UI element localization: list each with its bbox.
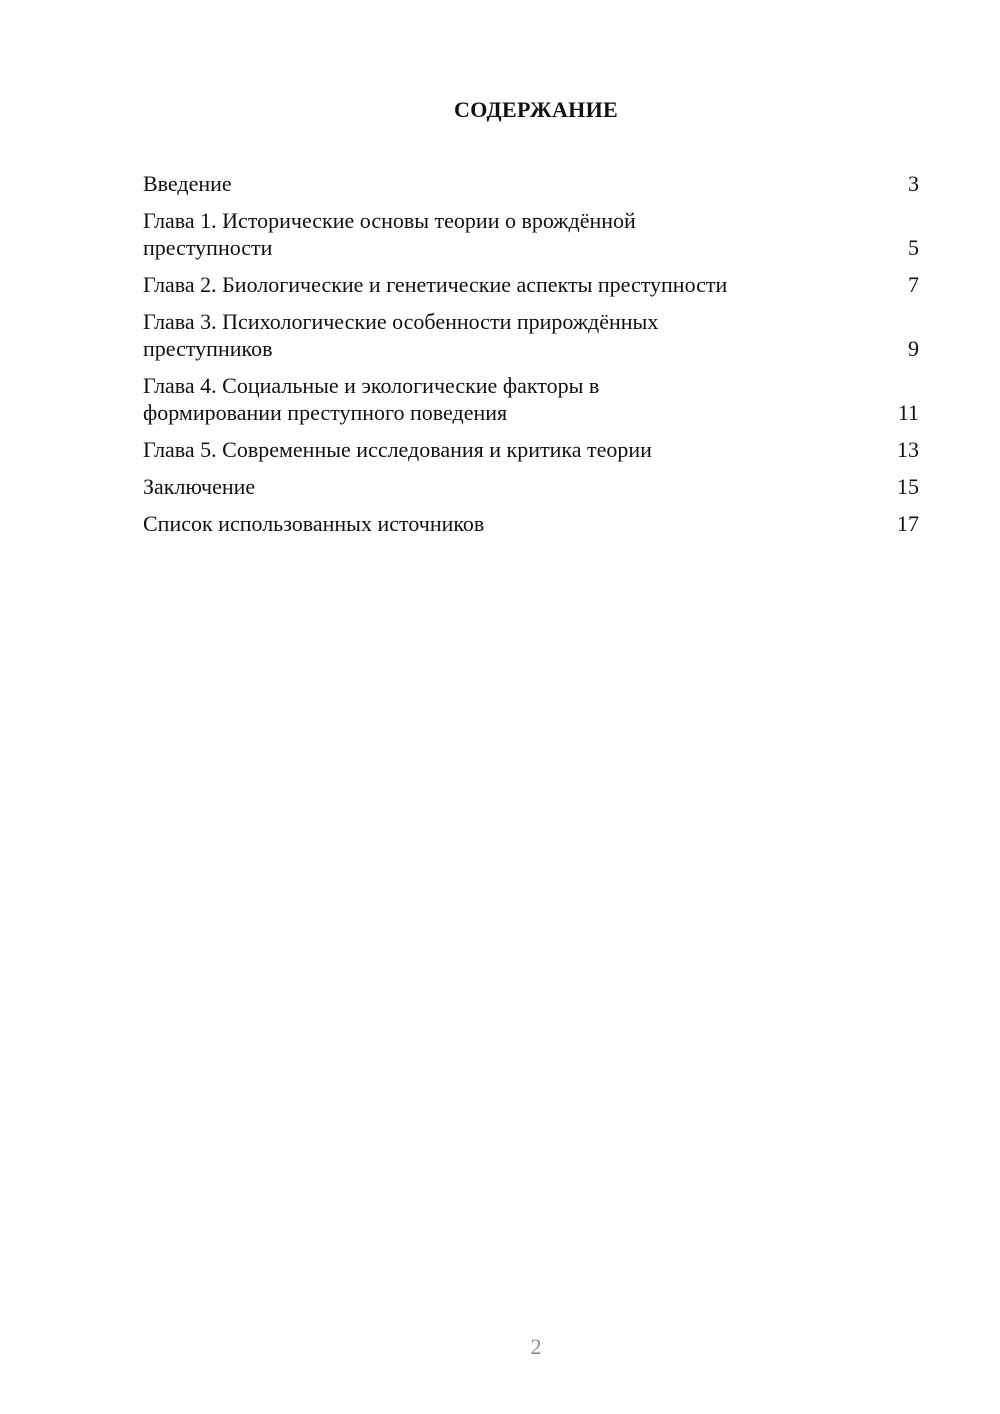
toc-entry-page: 13: [897, 437, 919, 462]
toc-entry-text: Глава 4. Социальные и экологические факторы в формировании преступного поведения: [143, 373, 600, 425]
toc-entry-chapter-4: [143, 372, 919, 426]
toc-entry-page: 7: [908, 272, 919, 297]
toc-entry-references: [143, 510, 919, 537]
toc-entry-page: 11: [897, 400, 919, 425]
toc-entry-conclusion: [143, 473, 919, 500]
toc-entry-text: Глава 5. Современные исследования и критика теории: [143, 437, 652, 462]
toc-entry-text: Введение: [143, 171, 232, 196]
toc-entry-text: Заключение: [143, 474, 256, 499]
toc-entry-page: 9: [908, 336, 919, 361]
toc-entry-page: 15: [897, 474, 919, 499]
toc-entry-text: Глава 2. Биологические и генетические аспекты преступности: [143, 272, 728, 297]
toc-entry-chapter-2: [143, 271, 919, 298]
table-of-contents: [143, 170, 919, 547]
page-number: 2: [530, 1334, 542, 1359]
toc-entry-page: 3: [908, 171, 919, 196]
toc-entry-page: 17: [897, 511, 919, 536]
toc-entry-introduction: [143, 170, 919, 197]
toc-entry-chapter-3: [143, 308, 919, 362]
toc-entry-text: Список использованных источников: [143, 511, 485, 536]
toc-entry-text: Глава 3. Психологические особенности прирождённых преступников: [143, 309, 659, 361]
toc-entry-page: 5: [908, 235, 919, 260]
toc-entry-chapter-5: [143, 436, 919, 463]
page-title: СОДЕРЖАНИЕ: [454, 97, 618, 122]
toc-entry-chapter-1: [143, 207, 919, 261]
toc-entry-text: Глава 1. Исторические основы теории о врождённой преступности: [143, 208, 636, 260]
